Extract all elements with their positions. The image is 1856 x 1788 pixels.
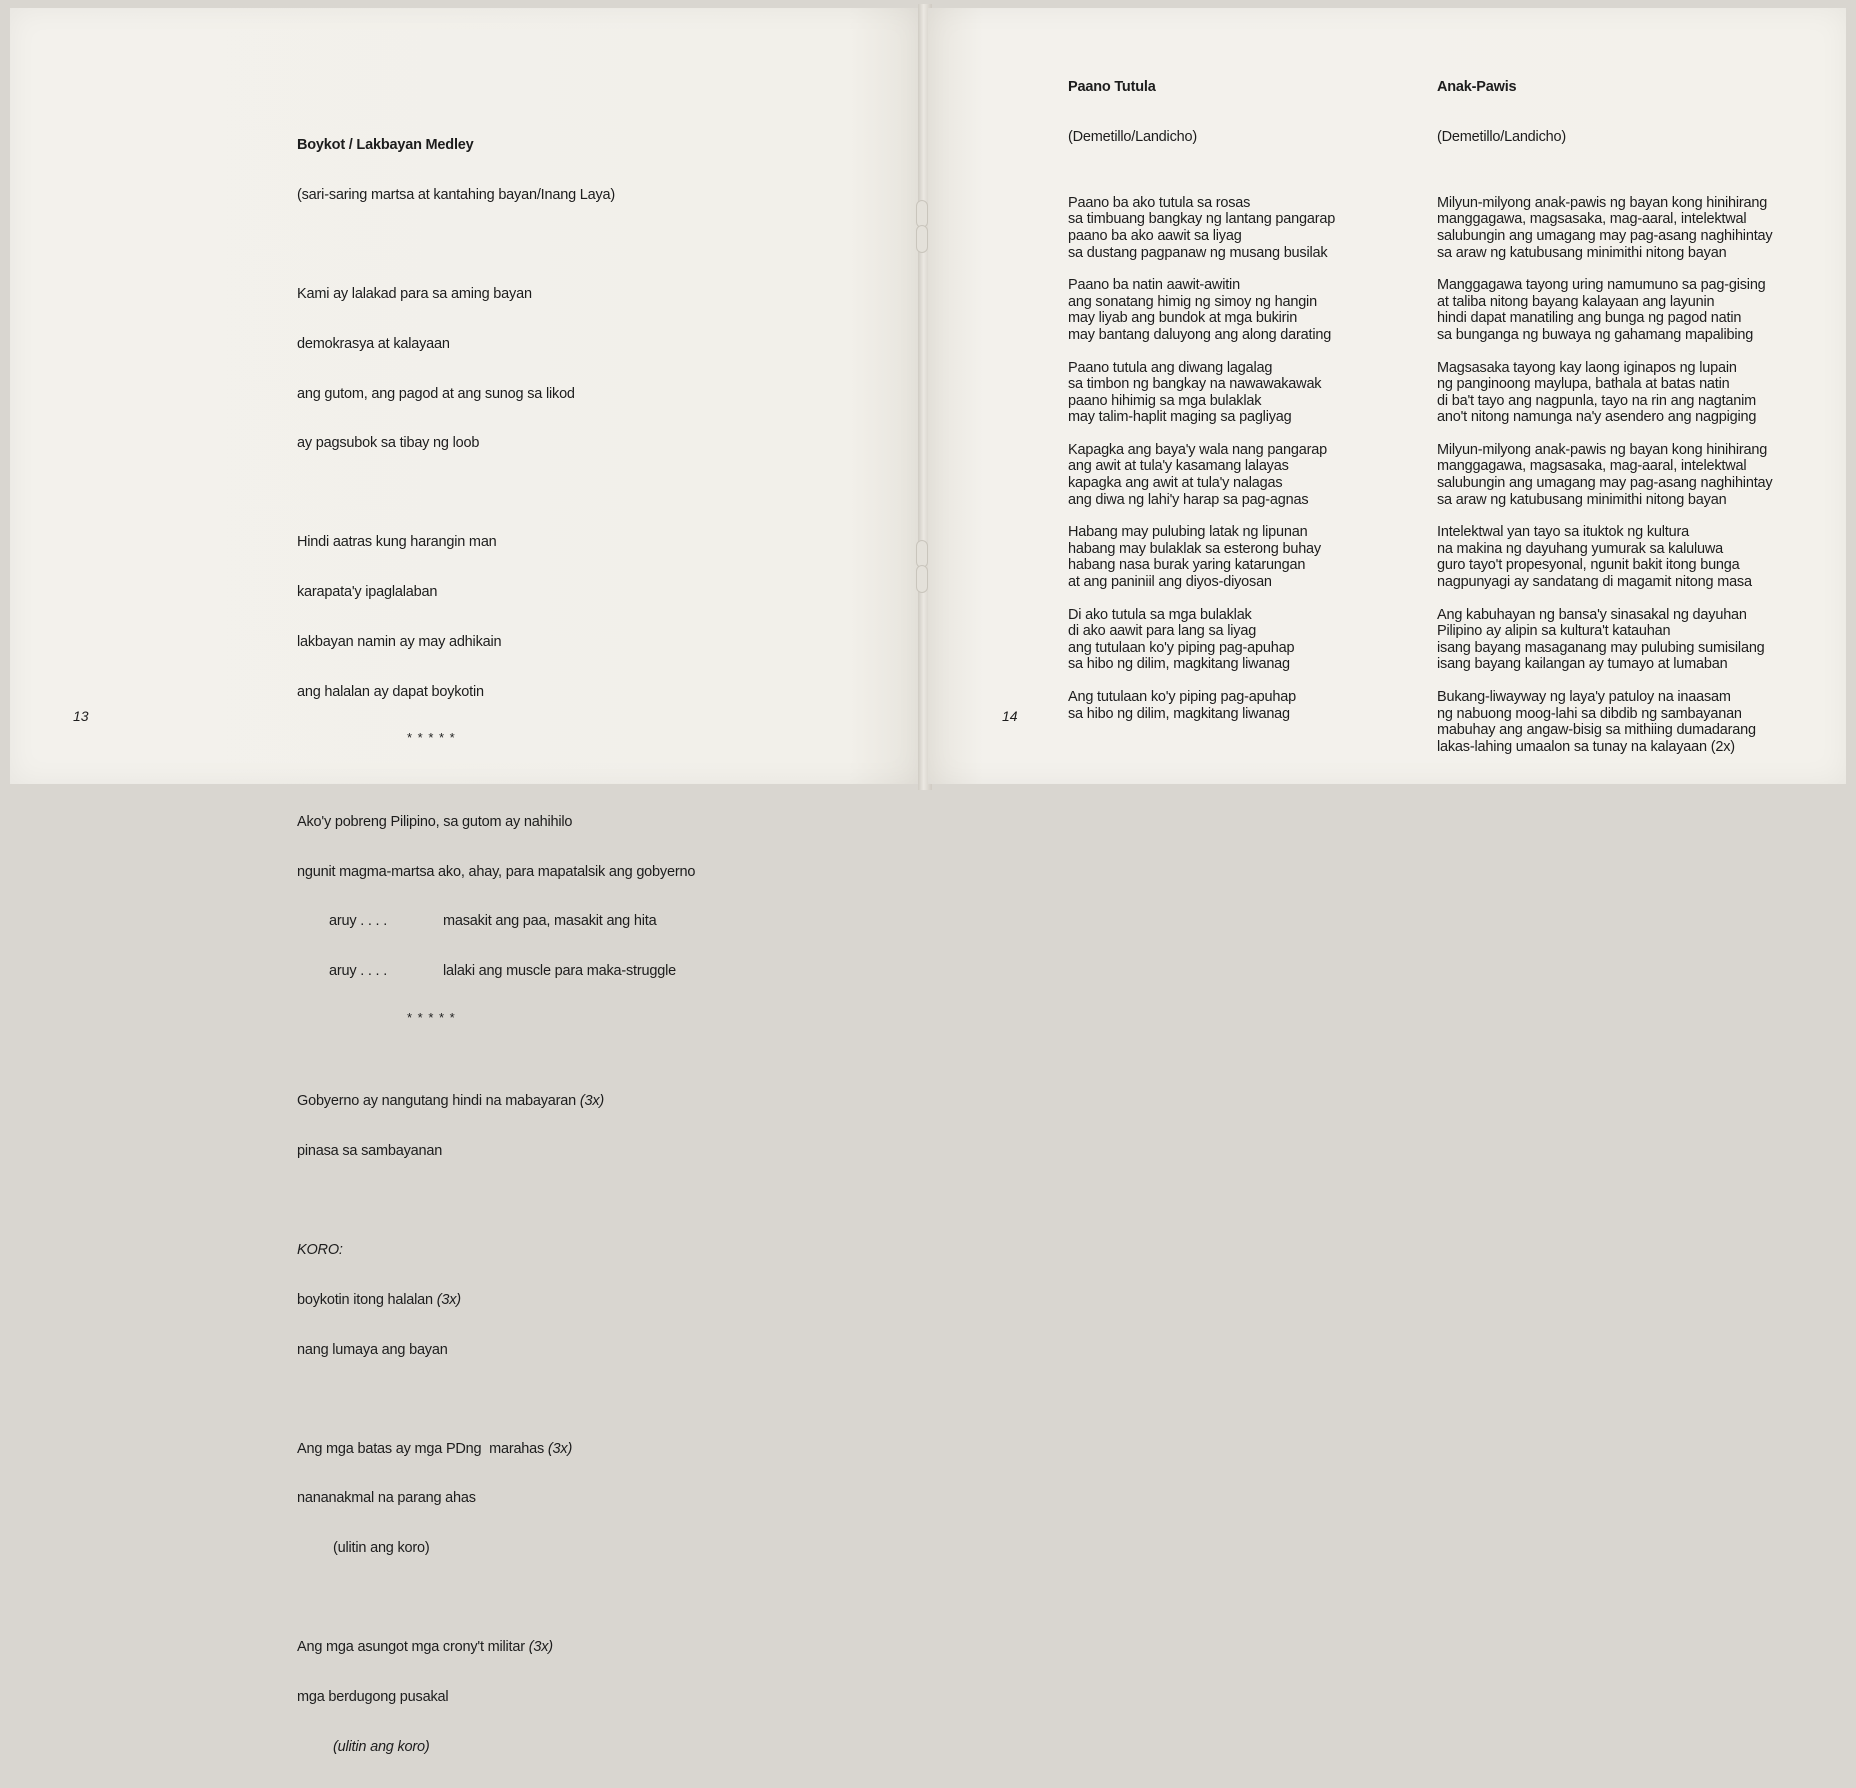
- lyric-line: karapata'y ipaglalaban: [297, 584, 438, 601]
- aruy-line: [297, 913, 695, 930]
- lyric-line: Pilipino ay alipin sa kultura't katauhan: [1437, 623, 1671, 640]
- page-number-right: 14: [1002, 708, 1018, 724]
- lyric-line: sa dustang pagpanaw ng musang busilak: [1068, 244, 1328, 261]
- lyric-line: ang diwa ng lahi'y harap sa pag-agnas: [1068, 491, 1309, 508]
- lyric-line: may liyab ang bundok at mga bukirin: [1068, 310, 1298, 327]
- lyric-line: Ang tutulaan ko'y piping pag-apuhap: [1068, 689, 1296, 705]
- song-title: Boykot / Lakbayan Medley: [297, 137, 474, 154]
- lyric-line: Magsasaka tayong kay laong iginapos ng lupain: [1437, 359, 1737, 376]
- lyric-line: Manggagawa tayong uring namumuno sa pag-gising: [1437, 277, 1766, 294]
- lyric-line: na makina ng dayuhang yumurak sa kaluluwa: [1437, 540, 1724, 557]
- repeat-marker: (3x): [436, 1291, 461, 1308]
- lyric-line: ang halalan ay dapat boykotin: [297, 683, 484, 700]
- lyric-line: Habang may pulubing latak ng lipunan: [1068, 524, 1308, 541]
- lyric-line: ang gutom, ang pagod at ang sunog sa likod: [297, 385, 575, 402]
- lyric-text: Gobyerno ay nangutang hindi na mabayaran: [297, 1093, 580, 1110]
- lyric-line: Di ako tutula sa mga bulaklak: [1068, 606, 1252, 623]
- lyric-line: manggagawa, magsasaka, mag-aaral, intelektwal: [1437, 458, 1747, 475]
- lyric-line: kapagka ang awit at tula'y nalagas: [1068, 475, 1283, 492]
- repeat-chorus-note: (ulitin ang koro): [333, 1540, 430, 1557]
- lyric-line: sa araw ng katubusang minimithi nitong bayan: [1437, 244, 1727, 261]
- lyric-line: demokrasya at kalayaan: [297, 335, 450, 352]
- lyric-text: Ang mga asungot mga crony't militar: [297, 1639, 529, 1656]
- paano-tutula-lyrics: [1068, 46, 1335, 722]
- lyric-line: at ang paniniil ang diyos-diyosan: [1068, 574, 1272, 591]
- lyric-line: manggagawa, magsasaka, mag-aaral, intelektwal: [1437, 211, 1747, 228]
- lyric-text: Ang mga batas ay mga PDng marahas: [297, 1440, 548, 1457]
- lyric-line: ay pagsubok sa tibay ng loob: [297, 435, 480, 452]
- lyric-line: ng panginoong maylupa, bathala at batas natin: [1437, 376, 1730, 393]
- lyric-line: Paano ba natin aawit-awitin: [1068, 277, 1240, 294]
- lyric-line: lakas-lahing umaalon sa tunay na kalayaan (2x): [1437, 738, 1735, 755]
- section-divider-stars: * * * * *: [407, 1009, 456, 1025]
- lyric-line: ngunit magma-martsa ako, ahay, para mapatalsik ang gobyerno: [297, 863, 696, 880]
- lyric-line: sa hibo ng dilim, magkitang liwanag: [1068, 705, 1290, 722]
- lyric-line: paano ba ako aawit sa liyag: [1068, 227, 1242, 244]
- lyric-line: [297, 1639, 695, 1656]
- repeat-marker: (3x): [579, 1093, 604, 1110]
- lyric-line: Ako'y pobreng Pilipino, sa gutom ay nahihilo: [297, 813, 573, 830]
- repeat-marker: (3x): [547, 1440, 573, 1457]
- lyric-line: Paano ba ako tutula sa rosas: [1068, 194, 1251, 211]
- lyric-line: Ang kabuhayan ng bansa'y sinasakal ng dayuhan: [1437, 606, 1747, 623]
- aruy-text: masakit ang paa, masakit ang hita: [443, 913, 657, 930]
- lyric-line: isang bayang masaganang may pulubing sumisilang: [1437, 639, 1765, 656]
- boykot-lyrics: [297, 104, 695, 1788]
- lyric-line: Intelektwal yan tayo sa ituktok ng kultura: [1437, 524, 1689, 541]
- lyric-line: sa hibo ng dilim, magkitang liwanag: [1068, 656, 1290, 673]
- lyric-line: [297, 1441, 695, 1458]
- lyric-line: may bantang daluyong ang along darating: [1068, 326, 1332, 343]
- lyric-line: at taliba nitong bayang kalayaan ang layunin: [1437, 293, 1715, 310]
- lyric-line: Bukang-liwayway ng laya'y patuloy na inaasam: [1437, 689, 1731, 705]
- lyric-line: Milyun-milyong anak-pawis ng bayan kong hinihirang: [1437, 441, 1768, 458]
- lyric-line: ang tutulaan ko'y piping pag-apuhap: [1068, 639, 1295, 656]
- lyric-line: mga berdugong pusakal: [297, 1688, 449, 1705]
- lyric-line: nananakmal na parang ahas: [297, 1490, 476, 1507]
- lyric-line: sa timbuang bangkay ng lantang pangarap: [1068, 211, 1336, 228]
- lyric-line: di ako aawit para lang sa liyag: [1068, 623, 1257, 640]
- lyric-line: pinasa sa sambayanan: [297, 1143, 443, 1160]
- lyric-line: nagpunyagi ay sandatang di magamit nitong masa: [1437, 574, 1752, 591]
- song-title: Paano Tutula: [1068, 79, 1156, 96]
- page-number-left: 13: [73, 708, 89, 724]
- lyric-line: Kapagka ang baya'y wala nang pangarap: [1068, 441, 1327, 458]
- lyric-line: sa timbon ng bangkay na nawawakawak: [1068, 376, 1322, 393]
- song-credit: (Demetillo/Landicho): [1437, 128, 1566, 145]
- lyric-line: paano hihimig sa mga bulaklak: [1068, 392, 1262, 409]
- song-title: Anak-Pawis: [1437, 79, 1517, 96]
- lyric-line: Kami ay lalakad para sa aming bayan: [297, 285, 532, 302]
- lyric-line: salubungin ang umagang may pag-asang naghihintay: [1437, 475, 1773, 492]
- lyric-line: ang sonatang himig ng simoy ng hangin: [1068, 293, 1317, 310]
- song-credit: (Demetillo/Landicho): [1068, 128, 1197, 145]
- lyric-line: mabuhay ang angaw-bisig sa mithiing dumadarang: [1437, 722, 1756, 739]
- lyric-line: [297, 1292, 695, 1309]
- lyric-line: salubungin ang umagang may pag-asang naghihintay: [1437, 227, 1773, 244]
- lyric-line: habang may bulaklak sa esterong buhay: [1068, 540, 1321, 557]
- lyric-line: habang nasa burak yaring katarungan: [1068, 557, 1306, 574]
- chorus-label: KORO:: [297, 1242, 343, 1258]
- song-subtitle: (sari-saring martsa at kantahing bayan/Inang Laya): [297, 186, 616, 203]
- lyric-line: ang awit at tula'y kasamang lalayas: [1068, 458, 1289, 475]
- lyric-line: sa bunganga ng buwaya ng gahamang mapalibing: [1437, 326, 1754, 343]
- lyric-line: ng nabuong moog-lahi sa dibdib ng sambayanan: [1437, 705, 1742, 722]
- anak-pawis-lyrics: [1437, 46, 1772, 755]
- lyric-line: isang bayang kailangan ay tumayo at lumaban: [1437, 656, 1728, 673]
- lyric-line: hindi dapat manatiling ang bunga ng pagod natin: [1437, 310, 1742, 327]
- lyric-line: Hindi aatras kung harangin man: [297, 534, 497, 551]
- lyric-line: [297, 1093, 695, 1110]
- aruy-word: aruy . . . .: [329, 963, 388, 980]
- lyric-line: ano't nitong namunga na'y asendero ang nagpiging: [1437, 409, 1757, 426]
- lyric-line: Milyun-milyong anak-pawis ng bayan kong hinihirang: [1437, 194, 1768, 211]
- staple-bottom: [916, 540, 928, 568]
- aruy-word: aruy . . . .: [329, 913, 388, 930]
- lyric-line: may talim-haplit maging sa pagliyag: [1068, 409, 1292, 426]
- lyric-line: lakbayan namin ay may adhikain: [297, 633, 502, 650]
- staple-bottom-2: [916, 565, 928, 593]
- staple-top-2: [916, 225, 928, 253]
- section-divider-stars: * * * * *: [407, 730, 456, 746]
- lyric-line: Paano tutula ang diwang lagalag: [1068, 359, 1273, 376]
- repeat-marker: (3x): [528, 1639, 553, 1656]
- aruy-text: lalaki ang muscle para maka-struggle: [443, 963, 676, 980]
- lyric-line: guro tayo't propesyonal, ngunit bakit itong bunga: [1437, 557, 1740, 574]
- aruy-line: [297, 963, 695, 980]
- staple-top: [916, 200, 928, 228]
- lyric-line: sa araw ng katubusang minimithi nitong bayan: [1437, 491, 1727, 508]
- lyric-text: boykotin itong halalan: [297, 1291, 437, 1308]
- repeat-chorus-note: (ulitin ang koro): [333, 1738, 430, 1755]
- lyric-line: di ba't tayo ang nagpunla, tayo na rin ang nagtanim: [1437, 392, 1757, 409]
- lyric-line: nang lumaya ang bayan: [297, 1341, 448, 1358]
